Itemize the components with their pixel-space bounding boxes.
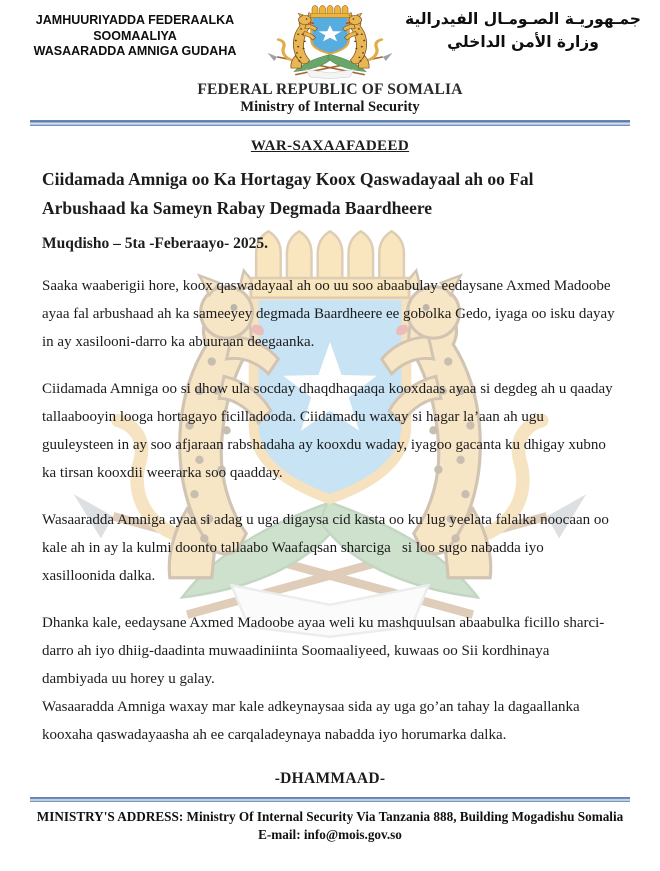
email-label: E-mail: [258, 827, 301, 842]
ministry-address-line [0, 809, 660, 825]
header-divider [30, 120, 630, 126]
email-line [0, 827, 660, 843]
ministry-title: Ministry of Internal Security [240, 99, 420, 115]
paragraph-4: Dhanka kale, eedaysane Axmed Madoobe ayaa weli ku mashquulsan abaabulka ficillo sharci-darro ah iyo dhiig-daadinta muwaadiniinta Soomaaliyeed, kuwaas oo Sii kordhinaya dambiyada uu horey u galay. [42, 615, 605, 687]
paragraph-2: Ciidamada Amniga oo si dhow ula socday dhaqdhaqaaqa kooxdaas ayaa si degdeg ah u qaaday tallaabooyin looga hortagayo ficilladooda. Ciidamadu waxay si hagar la’aan ah ugu guuleysteen in ay soo afjaraan rabshadaha ay kooxdu waday, iyagoo gacanta ku dhigay xubno ka tirsan kooxdii weerarka soo qaadday. [42, 381, 617, 481]
country-title: FEDERAL REPUBLIC OF SOMALIA [197, 81, 463, 98]
press-release-heading: WAR-SAXAAFADEED [250, 138, 410, 154]
paragraph-5: Wasaaradda Amniga waxay mar kale adkeynaysaa sida ay uga go’an tahay la dagaallanka kooxaha qaswadayaasha ah ee carqaladeynaya nabadda iyo horumarka dalka. [42, 699, 584, 743]
footer [0, 809, 660, 843]
letterhead-somali-line: SOOMAALIYA [93, 28, 177, 43]
letterhead [0, 0, 660, 120]
letterhead-arabic-line: وزارة الأمن الداخلي [447, 33, 599, 51]
footer-divider [30, 797, 630, 802]
email-value: info@mois.gov.so [303, 827, 402, 842]
press-release-body [0, 138, 660, 788]
paragraph-3: Wasaaradda Amniga ayaa si adag u uga digaysa cid kasta oo ku lug yeelata falalka noocaan oo kale ah in ay la kulmi doonto tallaabo Waafaqsan sharciga si loo sugo nabadda iyo xasilloonida dalka. [42, 512, 613, 584]
ministry-name-somali [24, 13, 246, 60]
ministry-name-arabic [396, 8, 650, 54]
address-label: MINISTRY'S ADDRESS: [36, 809, 184, 824]
somalia-coat-of-arms-icon [264, 3, 396, 81]
address-value: Ministry Of Internal Security Via Tanzania 888, Building Mogadishu Somalia [186, 809, 624, 824]
dateline: Muqdisho – 5ta -Feberaayo- 2025. [42, 235, 269, 252]
end-mark: -DHAMMAAD- [274, 770, 386, 787]
letterhead-somali-line: WASAARADDA AMNIGA GUDAHA [33, 44, 237, 58]
letterhead-arabic-line: جمـهوريـة الصـومـال الفيدرالية [405, 10, 641, 28]
letterhead-somali-line: JAMHUURIYADDA FEDERAALKA [35, 13, 235, 27]
paragraph-1: Saaka waaberigii hore, koox qaswadayaal ah oo uu soo abaabulay eedaysane Axmed Madoobe ayaa fal arbushaad ah ka sameeyey degmada Baardheere ee gobolka Gedo, iyaga oo isku dayay in ay xasilooni-darro ka abuuraan deegaanka. [42, 278, 619, 350]
press-release-title: Ciidamada Amniga oo Ka Hortagay Koox Qaswadayaal ah oo Fal Arbushaad ka Sameyn Rabay Degmada Baardheere [42, 169, 534, 218]
